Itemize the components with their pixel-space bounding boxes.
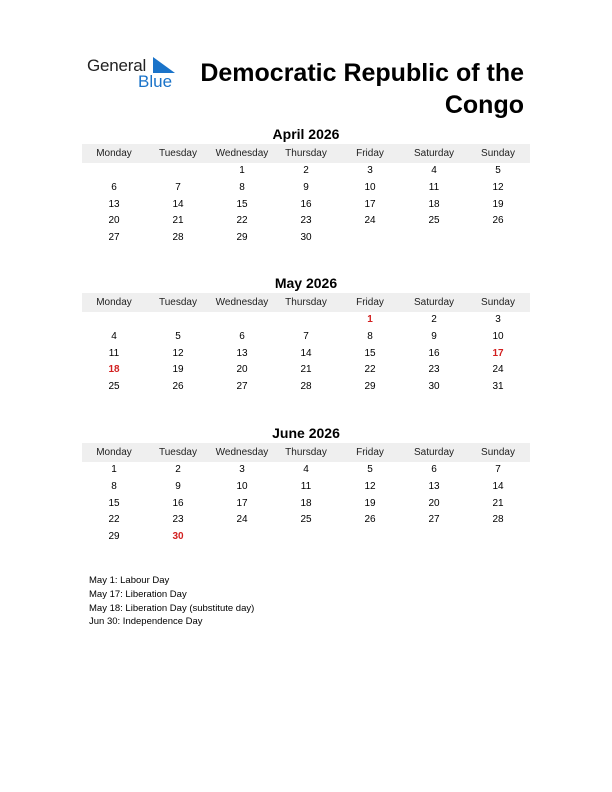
day-cell: 26: [492, 215, 504, 227]
day-cell: 13: [108, 198, 120, 210]
week-row: [82, 512, 530, 529]
weekday-label: Saturday: [413, 297, 455, 308]
day-cell: 6: [111, 181, 117, 193]
weekday-label: Saturday: [413, 148, 455, 159]
week-row: [82, 180, 530, 197]
day-cell: 25: [428, 215, 440, 227]
day-cell: 9: [175, 480, 181, 492]
day-cell: [338, 529, 402, 546]
day-cell: 29: [364, 381, 376, 393]
day-cell: 28: [172, 232, 184, 244]
weekday-label: Saturday: [413, 447, 455, 458]
day-cell: 16: [428, 347, 440, 359]
day-cell: 12: [172, 347, 184, 359]
day-cell: 4: [111, 330, 117, 342]
day-cell: 26: [172, 381, 184, 393]
day-cell: 17: [236, 497, 248, 509]
day-cell: 7: [175, 181, 181, 193]
day-cell: [146, 312, 210, 329]
week-row: [82, 329, 530, 346]
day-cell: 22: [364, 364, 376, 376]
day-cell: 6: [431, 464, 437, 475]
day-cell: 25: [300, 514, 312, 526]
day-cell: [402, 230, 466, 247]
day-cell: 14: [300, 347, 312, 359]
day-cell: 24: [236, 514, 248, 526]
day-cell: 21: [172, 215, 184, 227]
day-cell: 7: [495, 464, 501, 475]
weekday-label: Friday: [356, 148, 384, 159]
weekday-label: Monday: [96, 297, 132, 308]
weekday-label: Thursday: [285, 148, 327, 159]
day-cell: 9: [303, 181, 309, 193]
week-row: [82, 462, 530, 479]
day-cell: 23: [172, 514, 184, 526]
day-cell: 23: [300, 215, 312, 227]
day-cell: 3: [367, 165, 373, 176]
weekday-label: Friday: [356, 447, 384, 458]
week-row: [82, 529, 530, 546]
weekday-label: Monday: [96, 447, 132, 458]
holiday-note: Jun 30: Independence Day: [89, 616, 203, 628]
day-cell: 28: [300, 381, 312, 393]
month-title: June 2026: [272, 425, 340, 441]
day-cell: 11: [428, 181, 440, 193]
weekday-label: Wednesday: [215, 148, 269, 159]
day-cell: 11: [108, 347, 120, 359]
logo-blue-text: Blue: [138, 72, 173, 91]
day-cell: [466, 230, 530, 247]
day-cell: 19: [172, 364, 184, 376]
day-cell: 10: [492, 330, 504, 342]
day-cell: [274, 312, 338, 329]
day-cell: 1: [111, 464, 117, 475]
week-row: [82, 163, 530, 180]
day-cell: 12: [492, 181, 504, 193]
day-cell: 4: [431, 165, 437, 176]
day-cell: 3: [495, 314, 501, 325]
weekday-header: [82, 144, 530, 163]
holiday-note: May 18: Liberation Day (substitute day): [89, 602, 255, 614]
month-title: May 2026: [274, 275, 338, 291]
day-cell: 15: [364, 347, 376, 359]
weekday-label: Sunday: [481, 447, 515, 458]
weekday-label: Friday: [356, 297, 384, 308]
week-row: [82, 362, 530, 379]
day-cell: 5: [495, 165, 501, 176]
day-cell: [274, 529, 338, 546]
weekday-label: Wednesday: [215, 447, 269, 458]
week-row: [82, 312, 530, 329]
day-cell: 13: [428, 480, 440, 492]
day-cell: 5: [367, 464, 373, 475]
day-cell: [402, 529, 466, 546]
day-cell: 19: [492, 198, 504, 210]
day-cell: [338, 230, 402, 247]
day-cell: 28: [492, 514, 504, 526]
day-cell: 10: [236, 480, 248, 492]
month-may: [82, 274, 530, 396]
day-cell: [210, 529, 274, 546]
month-june: [82, 424, 530, 546]
day-cell: 7: [303, 330, 309, 342]
weekday-label: Monday: [96, 148, 132, 159]
day-cell: 22: [236, 215, 248, 227]
day-cell: 29: [108, 531, 120, 543]
weekday-label: Wednesday: [215, 297, 269, 308]
holiday-notes: [89, 574, 254, 629]
day-cell: 31: [492, 381, 504, 393]
day-cell: 17: [364, 198, 376, 210]
weekday-label: Thursday: [285, 297, 327, 308]
week-row: [82, 479, 530, 496]
day-cell: 16: [300, 198, 312, 210]
weekday-label: Sunday: [481, 148, 515, 159]
day-cell: 24: [492, 364, 504, 376]
weekday-label: Tuesday: [159, 148, 197, 159]
day-cell: 8: [367, 330, 373, 342]
weekday-label: Sunday: [481, 297, 515, 308]
day-cell: 8: [239, 181, 245, 193]
day-cell: 30: [428, 381, 440, 393]
day-cell: 18: [300, 497, 312, 509]
day-cell: 25: [108, 381, 120, 393]
weekday-header: [82, 293, 530, 312]
week-row: [82, 379, 530, 396]
weekday-label: Tuesday: [159, 297, 197, 308]
day-cell: [146, 163, 210, 180]
day-cell: 14: [492, 480, 504, 492]
day-cell: [210, 312, 274, 329]
day-cell: 29: [236, 232, 248, 244]
day-cell: [466, 529, 530, 546]
day-cell: 20: [108, 215, 120, 227]
weekday-label: Tuesday: [159, 447, 197, 458]
page-title: Democratic Republic of the Congo: [200, 59, 524, 119]
day-cell: 22: [108, 514, 120, 526]
day-cell: 27: [108, 232, 120, 244]
day-cell: [82, 312, 146, 329]
day-cell: 2: [431, 314, 437, 325]
week-row: [82, 346, 530, 363]
day-cell: 14: [172, 198, 184, 210]
day-cell: 30: [300, 232, 312, 244]
day-cell: 13: [236, 347, 248, 359]
day-cell: 21: [300, 364, 312, 376]
week-row: [82, 213, 530, 230]
month-title: April 2026: [272, 126, 340, 142]
day-cell: 10: [364, 181, 376, 193]
month-april: [82, 125, 530, 247]
week-row: [82, 197, 530, 214]
day-cell: 1: [239, 165, 245, 176]
day-cell: 23: [428, 364, 440, 376]
day-cell: 12: [364, 480, 376, 492]
day-cell: 3: [239, 464, 245, 475]
day-cell: 11: [300, 480, 312, 492]
day-cell: 27: [236, 381, 248, 393]
day-cell: 2: [175, 464, 181, 475]
day-cell: 15: [236, 198, 248, 210]
day-cell: [82, 163, 146, 180]
week-row: [82, 496, 530, 513]
weekday-label: Thursday: [285, 447, 327, 458]
day-cell: 8: [111, 480, 117, 492]
day-cell: 2: [303, 165, 309, 176]
day-cell: 1: [367, 314, 373, 325]
day-cell: 16: [172, 497, 184, 509]
day-cell: 24: [364, 215, 376, 227]
logo-general-text: General: [87, 56, 147, 75]
day-cell: 26: [364, 514, 376, 526]
holiday-note: May 1: Labour Day: [89, 575, 170, 586]
day-cell: 17: [492, 347, 504, 359]
day-cell: 4: [303, 464, 309, 475]
day-cell: 19: [364, 497, 376, 509]
holiday-note: May 17: Liberation Day: [89, 588, 187, 600]
day-cell: 9: [431, 330, 437, 342]
day-cell: 18: [108, 364, 120, 376]
day-cell: 30: [172, 531, 184, 543]
week-row: [82, 230, 530, 247]
day-cell: 18: [428, 198, 440, 210]
day-cell: 20: [428, 497, 440, 509]
day-cell: 21: [492, 497, 504, 509]
weekday-header: [82, 443, 530, 462]
day-cell: 5: [175, 330, 181, 342]
day-cell: 27: [428, 514, 440, 526]
day-cell: 15: [108, 497, 120, 509]
day-cell: 20: [236, 364, 248, 376]
day-cell: 6: [239, 330, 245, 342]
